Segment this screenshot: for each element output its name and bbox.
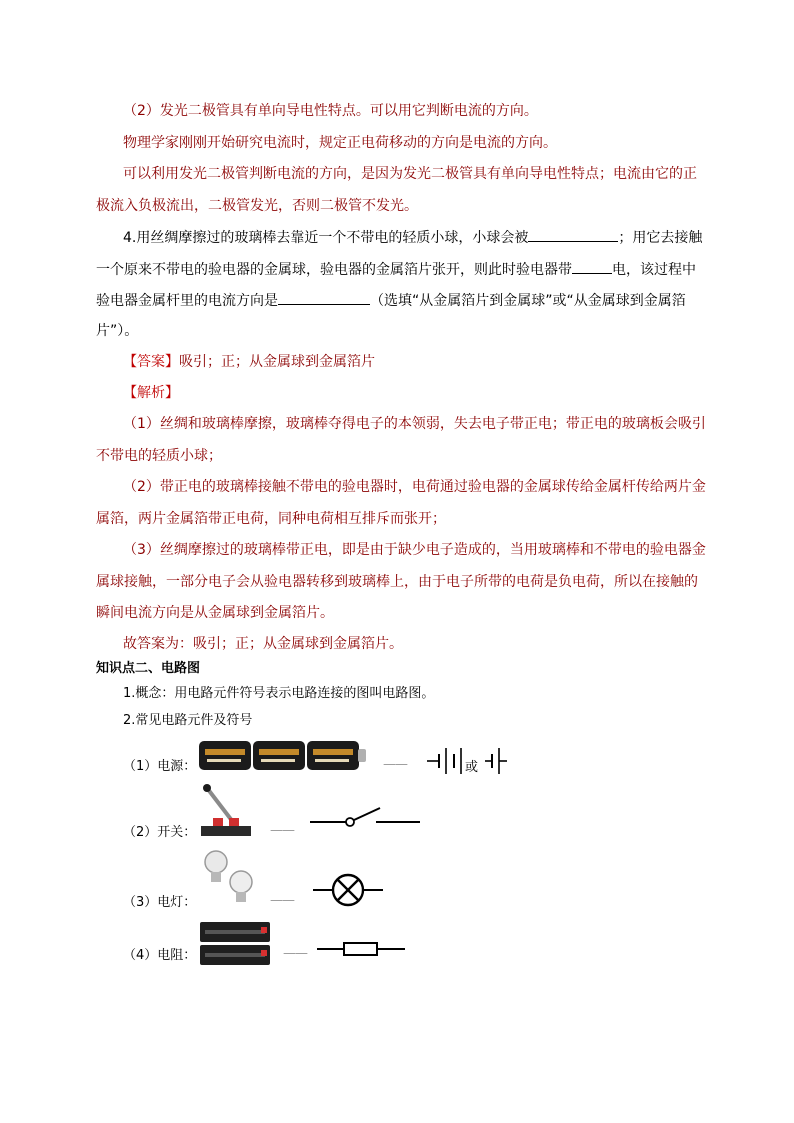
answer-line xyxy=(123,352,375,372)
led-heading: （2）发光二极管具有单向导电性特点。可以用它判断电流的方向。 xyxy=(123,103,538,119)
analysis-tag: 【解析】 xyxy=(123,385,179,401)
q4-blank-3 xyxy=(278,290,370,305)
question4-line1 xyxy=(123,227,702,248)
answer-tag: 【答案】 xyxy=(123,354,179,370)
analysis-p2-line2: 属箔，两片金属箔带正电荷，同种电荷相互排斥而张开； xyxy=(96,511,446,527)
q4-text-a: 4.用丝绸摩擦过的玻璃棒去靠近一个不带电的轻质小球，小球会被 xyxy=(123,230,529,246)
resistor-photo-icon xyxy=(199,920,271,967)
led-para1: 物理学家刚刚开始研究电流时，规定正电荷移动的方向是电流的方向。 xyxy=(123,135,557,151)
analysis-p3-line3: 瞬间电流方向是从金属球到金属箔片。 xyxy=(96,605,334,621)
question4-line3 xyxy=(96,290,686,311)
analysis-conclusion: 故答案为：吸引；正；从金属球到金属箔片。 xyxy=(123,636,403,652)
analysis-p2-line1: （2）带正电的玻璃棒接触不带电的验电器时，电荷通过验电器的金属球传给金属杆传给两片金 xyxy=(123,479,706,495)
q4-blank-2 xyxy=(572,259,612,274)
item-lamp-label: （3）电灯： xyxy=(123,895,197,910)
knowledge2-common: 2.常见电路元件及符号 xyxy=(123,713,253,728)
question4-line2 xyxy=(96,259,696,280)
analysis-p3-line2: 属球接触，一部分电子会从验电器转移到玻璃棒上，由于电子所带的电荷是负电荷，所以在接触的 xyxy=(96,574,698,590)
q4-blank-1 xyxy=(528,227,618,242)
q4-text-f: （选填“从金属箔片到金属球”或“从金属球到金属箔 xyxy=(370,293,686,309)
item-switch-label: （2）开关： xyxy=(123,825,197,840)
knowledge2-title: 知识点二、电路图 xyxy=(96,661,201,676)
led-para2-line1: 可以利用发光二极管判断电流的方向，是因为发光二极管具有单向导电性特点；电流由它的正 xyxy=(123,166,697,182)
battery-photo-icon xyxy=(198,739,370,772)
q4-text-e: 验电器金属杆里的电流方向是 xyxy=(96,293,278,309)
item-power-or: 或 xyxy=(465,760,479,775)
item-resistor-dash: —— xyxy=(283,946,307,961)
question4-line4: 片”）。 xyxy=(96,323,139,339)
analysis-p1-line1: （1）丝绸和玻璃棒摩擦，玻璃棒夺得电子的本领弱，失去电子带正电；带正电的玻璃板会吸引 xyxy=(123,416,706,432)
switch-symbol-icon xyxy=(310,804,422,832)
item-power-dash: —— xyxy=(383,757,407,772)
bulb-photo-icon xyxy=(201,848,259,906)
knowledge2-concept: 1.概念：用电路元件符号表示电路连接的图叫电路图。 xyxy=(123,686,435,701)
item-switch-dash: —— xyxy=(270,823,294,838)
lamp-symbol-icon xyxy=(313,873,383,907)
item-lamp-dash: —— xyxy=(270,893,294,908)
switch-photo-icon xyxy=(199,782,253,838)
item-resistor-label: （4）电阻： xyxy=(123,948,197,963)
q4-text-c: 一个原来不带电的验电器的金属球，验电器的金属箔片张开，则此时验电器带 xyxy=(96,262,572,278)
q4-text-b: ；用它去接触 xyxy=(618,230,703,246)
led-para2-line2: 极流入负极流出，二极管发光，否则二极管不发光。 xyxy=(96,198,418,214)
item-power-label: （1）电源： xyxy=(123,759,197,774)
q4-text-d: 电，该过程中 xyxy=(612,262,696,278)
analysis-p1-line2: 不带电的轻质小球； xyxy=(96,448,222,464)
resistor-symbol-icon xyxy=(317,938,405,960)
answer-text: 吸引；正；从金属球到金属箔片 xyxy=(179,354,375,370)
analysis-p3-line1: （3）丝绸摩擦过的玻璃棒带正电，即是由于缺少电子造成的，当用玻璃棒和不带电的验电器金 xyxy=(123,542,706,558)
